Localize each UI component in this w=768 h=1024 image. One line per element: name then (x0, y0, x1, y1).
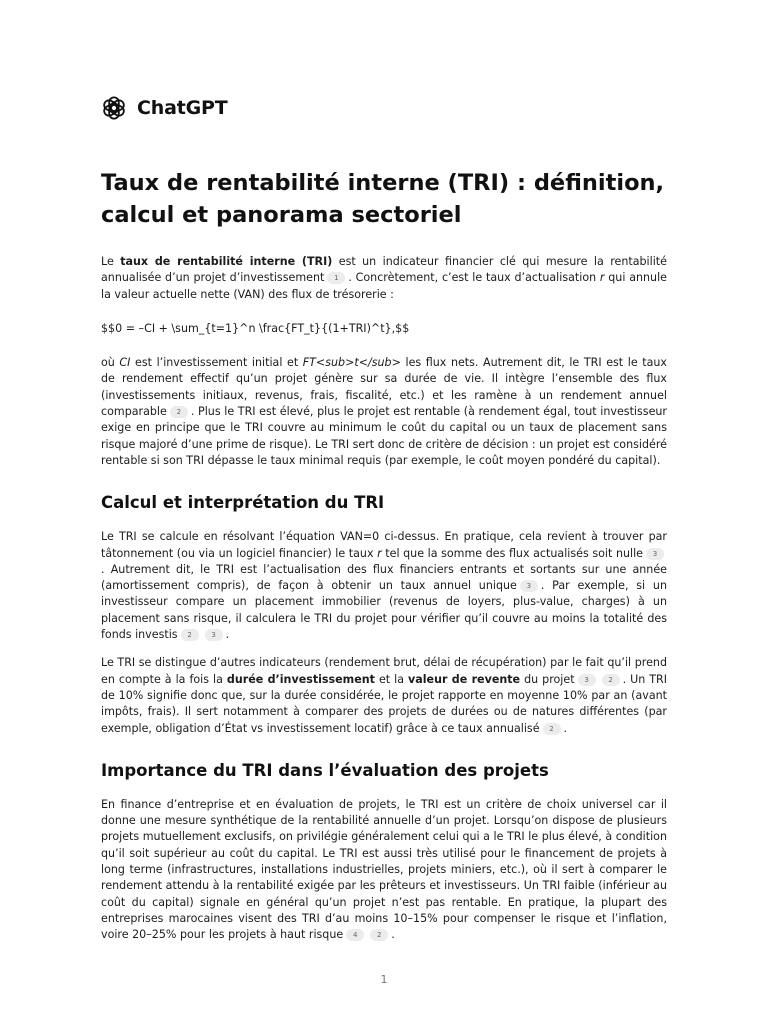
definition-paragraph (101, 355, 667, 469)
text-run: . (391, 928, 395, 942)
italic-variable: FT<sub>t</sub> (302, 356, 401, 370)
citation-badge[interactable]: 3 (205, 629, 223, 641)
text-run: En finance d’entreprise et en évaluation de projets, le TRI est un critère de choix universel car il donne une mesure synthétique de la rentabilité annuelle d’un projet. Lorsqu’on dispose de plusieurs projets mutuellement exclusifs, on privilégie généralement celui qui a le TRI le plus élevé, à condition qu’il soit supérieur au coût du capital. Le TRI est aussi très utilisé pour le financement de projets à long terme (infrastructures, installations industrielles, projets miniers, etc.), où il sert à comparer le rendement attendu à la rentabilité exigée par les prêteurs et investisseurs. Un TRI faible (inférieur au coût du capital) signale en général qu’un projet n’est pas rentable. En pratique, la plupart des entreprises marocaines visent des TRI d’au moins 10–15% pour compenser le risque et l’inflation, voire 20–25% pour les projets à haut risque (101, 797, 667, 942)
bold-term: valeur de revente (408, 672, 521, 686)
text-run: du projet (520, 672, 575, 686)
text-run: . Autrement dit, le TRI est l’actualisation des flux financiers entrants et sortants sur une année (amortissement compris), de façon à obtenir un taux annuel unique (101, 562, 667, 593)
text-run: Le TRI se distingue d’autres indicateurs (rendement brut, délai de récupération) par le fait qu’il prend en compte à la fois la (101, 656, 667, 686)
text-run: . Concrètement, c’est le taux d’actualisation (348, 271, 600, 285)
formula-line: $$0 = –CI + \sum_{t=1}^n \frac{FT_t}{(1+TRI)^t},$$ (101, 321, 410, 335)
importance-paragraph (101, 797, 667, 944)
citation-badge[interactable]: 3 (646, 548, 664, 560)
citation-badge[interactable]: 4 (346, 929, 364, 941)
citation-badge[interactable]: 2 (170, 406, 188, 418)
italic-variable: CI (119, 356, 131, 370)
text-run: les flux nets. Autrement dit, le TRI est le taux de rendement effectif qu’un projet génère sur sa durée de vie. Il intègre l’ensemble des flux (investissements initiaux, revenus, frais, fiscalité, etc.) et les ramène à un rendement annuel comparable (101, 356, 667, 419)
intro-paragraph (101, 254, 667, 303)
text-run: Le (101, 255, 121, 268)
text-run: est un indicateur financier clé qui mesure la rentabilité annualisée d’un projet d’investissement (101, 255, 667, 285)
text-run: Le TRI se calcule en résolvant l’équation VAN=0 ci-dessus. En pratique, cela revient à trouver par tâtonnement (ou via un logiciel financier) le taux (101, 530, 667, 560)
text-run: où (101, 356, 120, 370)
text-run: . Un TRI de 10% signifie donc que, sur la durée considérée, le projet rapporte en moyenne 10% par an (avant impôts, frais). Il sert notamment à comparer des projets de durées ou de natures différentes (par exemple, obligation d’État vs investissement locatif) grâce à ce taux annualisé (101, 672, 668, 735)
citation-badge[interactable]: 3 (520, 580, 538, 592)
citation-badge[interactable]: 1 (327, 272, 345, 284)
bold-term-tri: taux de rentabilité interne (TRI) (120, 255, 333, 268)
italic-variable: r (599, 271, 605, 285)
text-run: est l’investissement initial et (130, 356, 303, 370)
page-number: 1 (380, 973, 388, 986)
text-run: et la (374, 672, 409, 686)
text-run: . Par exemple, si un investisseur compare un placement immobilier (revenus de loyers, plus-value, charges) à un placement sans risque, il calculera le TRI du projet pour vérifier qu’il couvre au moins la totalité des fonds investis (101, 579, 667, 642)
text-run: qui annule la valeur actuelle nette (VAN) des flux de trésorerie : (101, 271, 667, 301)
bold-term: durée d’investissement (226, 672, 375, 686)
text-run: . (225, 628, 230, 642)
citation-badge[interactable]: 2 (181, 629, 199, 641)
calcul-paragraph-2 (101, 655, 667, 736)
citation-badge[interactable]: 2 (370, 929, 388, 941)
italic-variable: r (377, 546, 382, 560)
document-page (101, 94, 667, 944)
text-run: . Plus le TRI est élevé, plus le projet est rentable (à rendement égal, tout investisseur exige en principe que le TRI couvre au minimum le coût du capital ou un taux de placement sans risque majoré d’une prime de risque). Le TRI sert donc de critère de décision : un projet est considéré rentable si son TRI dépasse le taux minimal requis (par exemple, le coût moyen pondéré du capital). (101, 405, 667, 467)
section-heading-calcul: Calcul et interprétation du TRI (101, 493, 385, 513)
text-run: tel que la somme des flux actualisés soit nulle (381, 546, 644, 560)
calcul-paragraph-1 (101, 529, 667, 643)
brand-header (101, 94, 667, 122)
text-run: . (563, 721, 568, 735)
openai-logo-icon (101, 95, 127, 121)
citation-badge[interactable]: 3 (578, 674, 596, 686)
citation-badge[interactable]: 2 (543, 723, 561, 735)
page-title: Taux de rentabilité interne (TRI) : définition, calcul et panorama sectoriel (101, 170, 665, 228)
section-heading-importance: Importance du TRI dans l’évaluation des projets (101, 760, 549, 780)
citation-badge[interactable]: 2 (602, 674, 620, 686)
brand-name: ChatGPT (137, 97, 228, 119)
